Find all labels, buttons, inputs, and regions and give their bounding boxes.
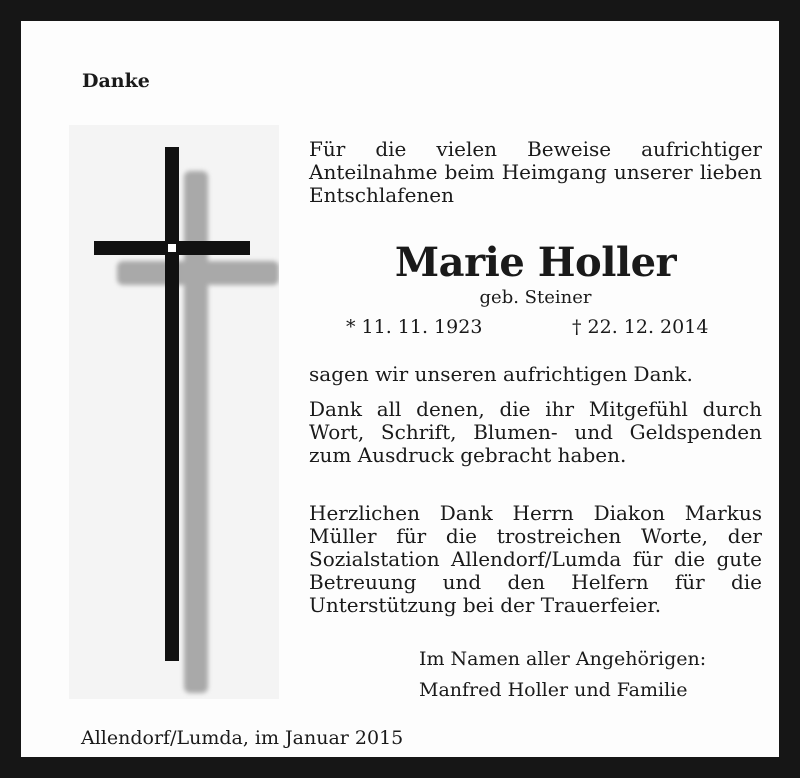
deceased-name: Marie Holler	[394, 239, 677, 286]
signature-line-2: Manfred Holler und Familie	[419, 679, 688, 701]
death-date: † 22. 12. 2014	[572, 316, 709, 338]
signature-line-1: Im Namen aller Angehörigen:	[419, 648, 707, 670]
maiden-name: geb. Steiner	[479, 287, 592, 308]
notice-heading: Danke	[82, 70, 150, 92]
intro-text: Für die vielen Beweise aufrichtiger Anteilnahme beim Heimgang unserer lieben Entschlafenen	[309, 137, 762, 207]
birth-date: * 11. 11. 1923	[346, 316, 483, 338]
paragraph-thanks: sagen wir unseren aufrichtigen Dank.	[309, 362, 693, 386]
paragraph-acknowledgements: Herzlichen Dank Herrn Diakon Markus Müller für die trostreichen Worte, der Sozialstation Allendorf/Lumda für die gute Betreuung und den Helfern für die Unterstützung bei der Trauerfeier.	[309, 501, 762, 617]
cross-image	[69, 125, 279, 699]
place-date: Allendorf/Lumda, im Januar 2015	[81, 727, 404, 749]
paragraph-sympathy: Dank all denen, die ihr Mitgefühl durch Wort, Schrift, Blumen- und Geldspenden zum Ausdruck gebracht haben.	[309, 397, 762, 467]
cross-icon	[69, 125, 279, 699]
